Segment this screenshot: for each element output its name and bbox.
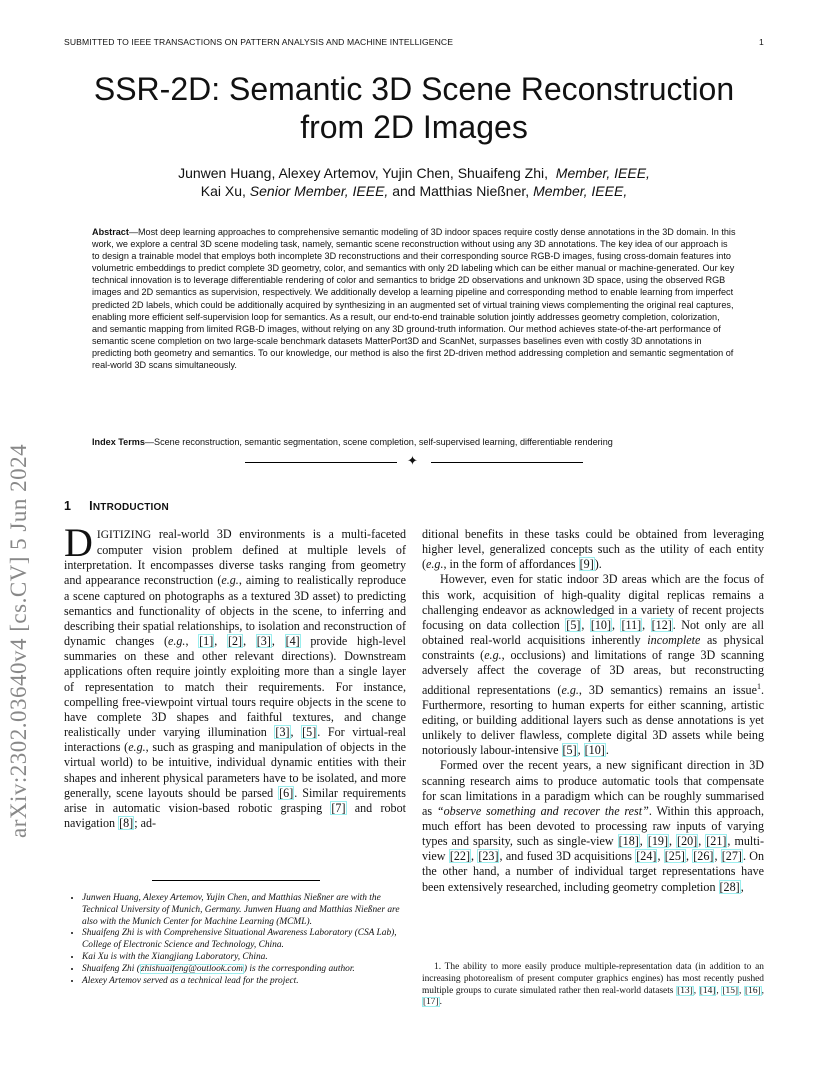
footnote-affiliation: • Shuaifeng Zhi is with Comprehensive Situational Awareness Laboratory (CSA Lab), College of Electronic Science and Technology, China.: [82, 928, 406, 952]
divider-diamond-icon: ✦: [407, 454, 418, 469]
body-text: ,: [740, 879, 744, 894]
divider-left: [245, 462, 397, 463]
intro-text: real-world 3D environments is a multi-faceted computer vision problem defined at multiple levels of interpretation. It encompasses diverse tasks ranging from geometry and appearance reconstruction (: [64, 527, 406, 588]
intro-text: ; ad-: [134, 815, 157, 830]
body-text: , multi-view: [422, 834, 765, 864]
eg-abbrev: e.g.: [221, 573, 239, 588]
eg-abbrev: e.g.: [167, 634, 186, 649]
footnote-rule: [152, 880, 320, 881]
email-link[interactable]: zhishuaifeng@outlook.com: [140, 963, 243, 974]
citation-link[interactable]: [17]: [423, 997, 439, 1008]
footnote-text: Shuaifeng Zhi (: [82, 963, 140, 974]
abstract-label: Abstract: [92, 227, 129, 237]
intro-text: ,: [185, 634, 199, 649]
running-header: SUBMITTED TO IEEE TRANSACTIONS ON PATTERN ANALYSIS AND MACHINE INTELLIGENCE: [64, 37, 454, 47]
footnote-affiliation: • Junwen Huang, Alexey Artemov, Yujin Chen, and Matthias Nießner are with the Technical University of Munich, Germany. Junwen Huang and Matthias Nießner are also with the Munich Center for Machine Learning (MCML).: [82, 893, 406, 928]
section-title-rest: NTRODUCTION: [92, 502, 169, 513]
footnote-affiliation: • Alexey Artemov served as a technical lead for the project.: [82, 976, 406, 988]
index-terms: [92, 436, 736, 448]
citation-link[interactable]: [24]: [636, 849, 657, 864]
title-line-2: from 2D Images: [300, 109, 528, 145]
body-text: . Not only are all obtained real-world acquisitions inherently: [422, 617, 765, 648]
author-name-xu: Kai Xu,: [200, 183, 246, 199]
citation-link[interactable]: [15]: [722, 985, 739, 996]
author-list: [64, 164, 764, 200]
body-text: as physical constraints (: [422, 633, 764, 663]
citation-link[interactable]: [28]: [719, 879, 740, 894]
footnote-1: 1. The ability to more easily produce multiple-representation data (in addition to an increasing photorealism of present computer graphics engines) has most recently pushed multiple groups to curate simulated rather then real-world datasets [13], [14], [15], [16], [17].: [422, 962, 765, 1008]
author-name-niessner: and Matthias Nießner,: [392, 183, 530, 199]
footnote-corresponding: [82, 964, 406, 976]
eg-abbrev: e.g.: [426, 557, 444, 572]
citation-link[interactable]: [5]: [566, 617, 581, 632]
citation-link[interactable]: [8]: [119, 815, 134, 830]
citation-link[interactable]: [19]: [647, 834, 668, 849]
arxiv-stamp[interactable]: arXiv:2302.03640v4 [cs.CV] 5 Jun 2024: [6, 443, 31, 838]
section-heading: [64, 499, 169, 513]
intro-text: , such as grasping and manipulation of objects in the virtual world) to be intuitive, individual dynamic entities with their shapes and inherent physical parameters have to be isolated, and more generally, scene layouts should be parsed: [64, 740, 406, 800]
footnote-text: ) is the corresponding author.: [243, 963, 355, 974]
index-terms-label: Index Terms: [92, 437, 145, 447]
dropcap: D: [64, 520, 93, 565]
citation-link[interactable]: [20]: [677, 834, 698, 849]
citation-link[interactable]: [3]: [256, 634, 271, 649]
abstract-text: —Most deep learning approaches to comprehensive semantic modeling of 3D indoor spaces require costly dense annotations in the 3D domain. In this work, we explore a central 3D scene modeling task, namely, semantic scene reconstruction without using any 3D annotations. The key idea of our approach is to design a trainable model that employs both incomplete 3D reconstructions and their corresponding source RGB-D images, fusing cross-domain features into volumetric embeddings to predict complete 3D geometry, color, and semantics with only 2D labeling which can be either manual or machine-generated. Our key technical innovation is to leverage differentiable rendering of color and semantics to bridge 2D observations and unknown 3D space, using the observed RGB images and 2D semantics as supervision, respectively. We additionally develop a learning pipeline and corresponding method to enable learning from imperfect predicted 2D labels, which could be additionally acquired by synthesizing in an augmented set of virtual training views complementing the original real captures, enabling more efficient self-supervision loop for semantics. As a result, our end-to-end trainable solution jointly addresses geometry completion, colorization, and semantic mapping from limited RGB-D images, without relying on any 3D ground-truth information. Our method achieves state-of-the-art performance of semantic scene completion on two large-scale benchmark datasets MatterPort3D and ScanNet, surpasses baselines even with costly 3D annotations in predicting both geometry and semantics. To our knowledge, our method is also the first 2D-driven method addressing completion and semantic segmentation of real-world 3D scans simultaneously.: [92, 227, 736, 371]
citation-link[interactable]: [4]: [285, 634, 300, 649]
footnote-marker[interactable]: 1: [756, 681, 761, 691]
intro-text: and robot navigation: [64, 800, 406, 830]
emphasis: incomplete: [647, 633, 701, 648]
eg-abbrev: e.g.: [128, 740, 146, 755]
body-text: , and fused 3D acquisitions: [499, 849, 636, 864]
citation-link[interactable]: [5]: [562, 743, 577, 758]
title-line-1: SSR-2D: Semantic 3D Scene Reconstruction: [93, 71, 735, 107]
body-text: , occlusions) and limitations of range 3D scanning adversely affect the coverage of 3D areas, but reconstructing additional representations (: [422, 648, 764, 697]
citation-link[interactable]: [2]: [227, 634, 243, 649]
citation-link[interactable]: [22]: [449, 849, 470, 864]
author-names-1: Junwen Huang, Alexey Artemov, Yujin Chen, Shuaifeng Zhi,: [178, 165, 548, 181]
section-number: 1: [64, 499, 72, 513]
page-number: 1: [759, 37, 764, 47]
citation-link[interactable]: [23]: [478, 849, 499, 864]
smallcaps-lead: IGITIZING: [96, 529, 152, 541]
citation-link[interactable]: [26]: [693, 849, 714, 864]
body-text: . Furthermore, resorting to human experts for either scanning, artistic editing, or building additional layers such as dense annotations is yet unlikely to deliver flawless, complete digital 3D assets while being notoriously labour-intensive: [422, 682, 764, 758]
body-text: , 3D semantics) remains an issue: [578, 682, 757, 697]
affiliation-footnotes: [64, 893, 406, 987]
citation-link[interactable]: [3]: [275, 725, 290, 740]
intro-text: . Similar requirements arise in automatic vision-based robotic grasping: [64, 785, 406, 815]
author-role-niessner: Member, IEEE,: [533, 183, 628, 199]
citation-link[interactable]: [25]: [664, 849, 685, 864]
body-text: ditional benefits in these tasks could be obtained from leveraging higher level, generalized concepts such as the utility of each entity (: [422, 527, 764, 572]
footnote-affiliation: • Kai Xu is with the Xiangjiang Laboratory, China.: [82, 952, 406, 964]
body-text: , in the form of affordances: [443, 557, 579, 572]
citation-link[interactable]: [9]: [579, 557, 594, 572]
intro-text: . For virtual-real interactions (: [64, 725, 407, 755]
intro-text: provide high-level summaries on these and other relevant directions). Downstream applications often require jointly exploiting more than a single layer of representation to match their requirements. For instance, compelling free-viewpoint virtual tours require objects in the scene to have complete 3D shapes and faithful textures, and change realistically under varying illumination: [64, 634, 407, 740]
left-column: DIGITIZING real-world 3D environments is a multi-faceted computer vision problem defined at multiple levels of interpretation. It encompasses diverse tasks ranging from geometry and appearance reconstruction (e.g., aiming to realistically reproduce a scene captured on photographs as a textured 3D asset) to predicting semantics and functionality of objects in the scene, to inferring and describing their spatial relationships, to isolation and reconstruction of dynamic changes (e.g., [1], [2], [3], [4] provide high-level summaries on these and other relevant directions). Downstream applications often require jointly exploiting more than a single layer of representation to match their requirements. For instance, compelling free-viewpoint virtual tours require objects in the scene to have complete 3D shapes and faithful textures, and change realistically under varying illumination [3], [5]. For virtual-real interactions (e.g., such as grasping and manipulation of objects in the virtual world) to be intuitive, individual dynamic entities with their shapes and inherent physical parameters have to be isolated, and more generally, scene layouts should be parsed [6]. Similar requirements arise in automatic vision-based robotic grasping [7] and robot navigation [8]; ad-: [64, 520, 407, 830]
footnote-text: 1. The ability to more easily produce multiple-representation data (in addition to an increasing photorealism of present computer graphics engines) has most recently pushed multiple groups to curate simulated rather then real-world datasets: [422, 962, 764, 996]
body-text: However, even for static indoor 3D areas which are the focus of this work, acquisition of high-quality digital replicas remains a challenging endeavor as acknowledged in a variety of recent projects focusing on data collection: [422, 572, 764, 632]
abstract: [92, 226, 736, 371]
section-title-initial: I: [89, 499, 93, 513]
paper-title: [64, 70, 764, 146]
intro-text: , aiming to realistically reproduce a scene captured on photographs as a textured 3D asset) to predicting semantics and functionality of objects in the scene, to inferring and describing their spatial relationships, to isolation and reconstruction of dynamic changes (: [64, 573, 406, 649]
author-role-1: Member, IEEE,: [555, 165, 650, 181]
eg-abbrev: e.g.: [484, 648, 502, 663]
index-terms-text: —Scene reconstruction, semantic segmentation, scene completion, self-supervised learning, differentiable rendering: [144, 437, 613, 447]
citation-link[interactable]: [27]: [721, 849, 742, 864]
citation-link[interactable]: [12]: [651, 617, 672, 632]
body-text: . On the other hand, a number of individual target representations have been extensively researched, including geometry completion: [422, 849, 765, 894]
citation-link[interactable]: [1]: [199, 634, 214, 649]
citation-link[interactable]: [10]: [590, 617, 612, 632]
citation-link[interactable]: [7]: [331, 800, 346, 815]
citation-link[interactable]: [13]: [677, 985, 693, 996]
eg-abbrev: e.g.: [561, 682, 579, 697]
citation-link[interactable]: [6]: [279, 785, 294, 800]
body-text: Formed over the recent years, a new significant direction in 3D scanning research aims to produce automatic tools that compensate for scan limitations in a paradigm which can be roughly summarised as: [422, 758, 764, 818]
quote: “observe something and recover the rest”: [436, 803, 649, 818]
body-text: ).: [594, 557, 602, 572]
right-column: ditional benefits in these tasks could be obtained from leveraging higher level, generalized concepts such as the utility of each entity (e.g., in the form of affordances [9]). However, even for static indoor 3D areas which are the focus of this work, acquisition of high-quality digital replicas remains a challenging endeavor as acknowledged in a variety of recent projects focusing on data collection [5], [10], [11], [12]. Not only are all obtained real-world acquisitions inherently incomplete as physical constraints (e.g., occlusions) and limitations of range 3D scanning adversely affect the coverage of 3D areas, but reconstructing additional representations (e.g., 3D semantics) remains an issue$^1$. Furthermore, resorting to human experts for either scanning, artistic editing, or building additional layers such as dense annotations is yet unlikely to deliver flawless, complete digital 3D assets while being notoriously labour-intensive [5], [10]. Formed over the recent years, a new significant direction in 3D scanning research aims to produce automatic tools that compensate for scan limitations in a paradigm which can be roughly summarised as “observe something and recover the rest”. Within this approach, much effort has been devoted to processing raw inputs of varying types and sparsity, such as single-view [18], [19], [20], [21], multi-view [22], [23], and fused 3D acquisitions [24], [25], [26], [27]. On the other hand, a number of individual target representations have been extensively researched, including geometry completion [28],: [422, 527, 765, 894]
citation-link[interactable]: [14]: [699, 985, 716, 996]
citation-link[interactable]: [11]: [621, 617, 642, 632]
body-text: . Within this approach, much effort has been devoted to processing raw inputs of varying types and sparsity, such as single-view: [422, 803, 764, 849]
citation-link[interactable]: [16]: [745, 985, 761, 996]
divider-right: [431, 462, 583, 463]
citation-link[interactable]: [21]: [706, 834, 727, 849]
citation-link[interactable]: [5]: [302, 725, 317, 740]
author-role-xu: Senior Member, IEEE,: [249, 183, 389, 199]
citation-link[interactable]: [10]: [584, 743, 605, 758]
citation-link[interactable]: [18]: [618, 834, 639, 849]
